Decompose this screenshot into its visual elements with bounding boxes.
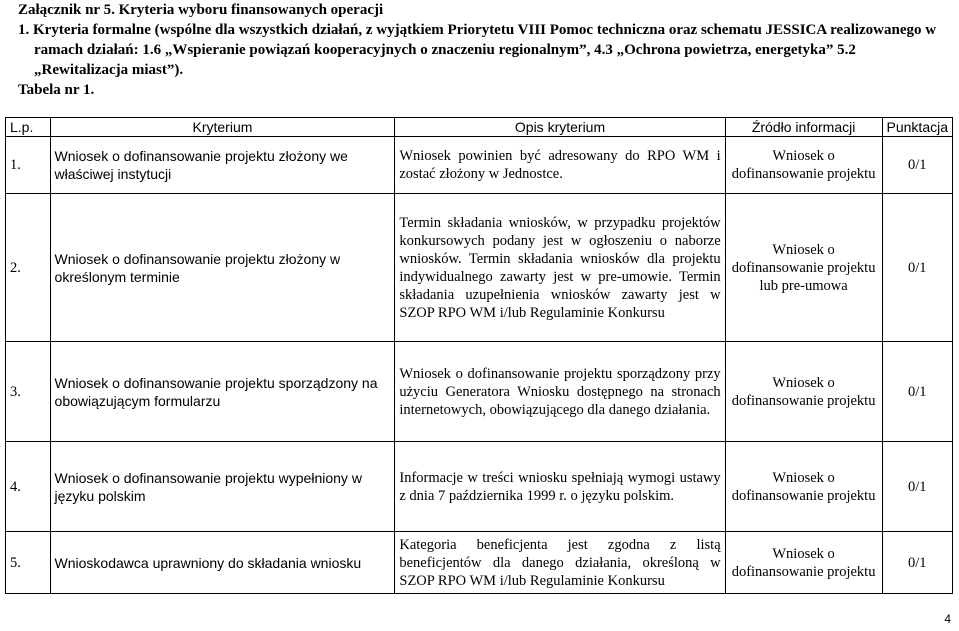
cell-zrodlo: Wniosek o dofinansowanie projektu bbox=[725, 442, 882, 532]
cell-lp: 4. bbox=[6, 442, 51, 532]
cell-kryterium: Wniosek o dofinansowanie projektu sporządzony na obowiązującym formularzu bbox=[50, 342, 395, 442]
table-header-row bbox=[6, 118, 953, 137]
cell-punktacja: 0/1 bbox=[882, 342, 952, 442]
cell-opis: Kategoria beneficjenta jest zgodna z listą beneficjentów dla danego działania, określoną w SZOP RPO WM i/lub Regulaminie Konkursu bbox=[395, 532, 725, 594]
col-header-kryterium: Kryterium bbox=[50, 118, 395, 137]
page-number: 4 bbox=[944, 612, 951, 626]
table-row bbox=[6, 194, 953, 342]
table-row bbox=[6, 532, 953, 594]
col-header-zrodlo: Źródło informacji bbox=[725, 118, 882, 137]
cell-opis: Wniosek powinien być adresowany do RPO WM i zostać złożony w Jednostce. bbox=[395, 137, 725, 194]
cell-kryterium: Wniosek o dofinansowanie projektu złożony we właściwej instytucji bbox=[50, 137, 395, 194]
section-title: 1. Kryteria formalne (wspólne dla wszystkich działań, z wyjątkiem Priorytetu VIII Pomoc techniczna oraz schematu JESSICA realizowanego w ramach działań: 1.6 „Wspieranie powiązań kooperacyjnych o znaczeniu regionalnym”, 4.3 „Ochrona powietrza, energetyka” 5.2 „Rewitalizacja miast”). bbox=[18, 22, 937, 78]
cell-zrodlo: Wniosek o dofinansowanie projektu bbox=[725, 137, 882, 194]
cell-punktacja: 0/1 bbox=[882, 532, 952, 594]
cell-opis: Termin składania wniosków, w przypadku projektów konkursowych podany jest w ogłoszeniu o naborze wniosków. Termin składania wniosków dla projektu indywidualnego zawarty jest w pre-umowie. Termin składania uzupełnienia wniosków zawarty jest w SZOP RPO WM i/lub Regulaminie Konkursu bbox=[395, 194, 725, 342]
table-row bbox=[6, 137, 953, 194]
cell-zrodlo: Wniosek o dofinansowanie projektu bbox=[725, 532, 882, 594]
cell-punktacja: 0/1 bbox=[882, 442, 952, 532]
cell-zrodlo: Wniosek o dofinansowanie projektu bbox=[725, 342, 882, 442]
table-caption: Tabela nr 1. bbox=[18, 82, 95, 98]
cell-lp: 3. bbox=[6, 342, 51, 442]
cell-lp: 1. bbox=[6, 137, 51, 194]
criteria-table bbox=[5, 117, 953, 594]
cell-kryterium: Wnioskodawca uprawniony do składania wniosku bbox=[50, 532, 395, 594]
col-header-punktacja: Punktacja bbox=[882, 118, 952, 137]
cell-kryterium: Wniosek o dofinansowanie projektu wypełniony w języku polskim bbox=[50, 442, 395, 532]
table-row bbox=[6, 442, 953, 532]
cell-lp: 2. bbox=[6, 194, 51, 342]
document-header bbox=[18, 0, 948, 80]
col-header-lp: L.p. bbox=[6, 118, 51, 137]
cell-lp: 5. bbox=[6, 532, 51, 594]
cell-kryterium: Wniosek o dofinansowanie projektu złożony w określonym terminie bbox=[50, 194, 395, 342]
cell-zrodlo: Wniosek o dofinansowanie projektu lub pre-umowa bbox=[725, 194, 882, 342]
cell-opis: Wniosek o dofinansowanie projektu sporządzony przy użyciu Generatora Wniosku dostępnego na stronach internetowych, obowiązującego dla danego działania. bbox=[395, 342, 725, 442]
cell-punktacja: 0/1 bbox=[882, 137, 952, 194]
table-row bbox=[6, 342, 953, 442]
col-header-opis: Opis kryterium bbox=[395, 118, 725, 137]
cell-punktacja: 0/1 bbox=[882, 194, 952, 342]
annex-title: Załącznik nr 5. Kryteria wyboru finansowanych operacji bbox=[18, 2, 384, 18]
cell-opis: Informacje w treści wniosku spełniają wymogi ustawy z dnia 7 października 1999 r. o języku polskim. bbox=[395, 442, 725, 532]
